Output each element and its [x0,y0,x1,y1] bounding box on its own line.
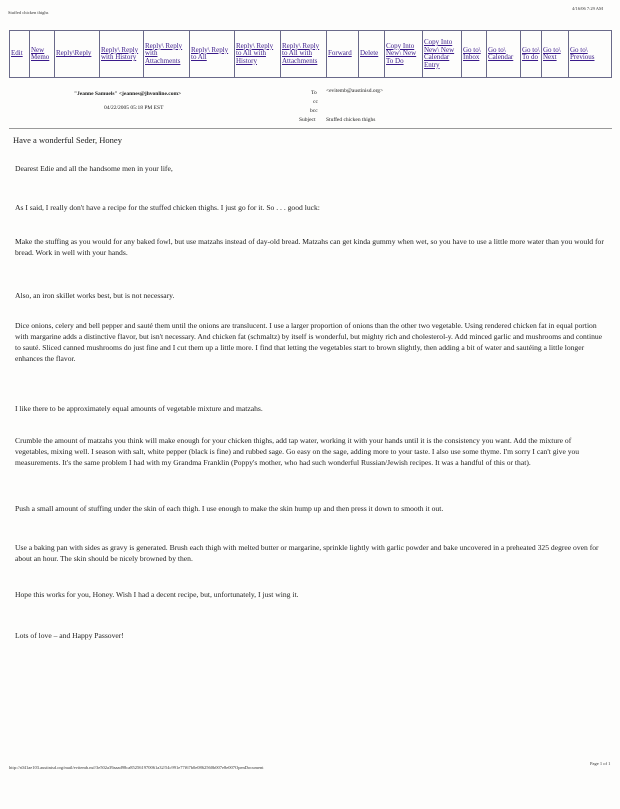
reply-to-all-button[interactable]: Reply\ Reply to All [190,31,235,77]
go-to-next-button[interactable]: Go to\ Next [542,31,569,77]
page-number: Page 1 of 1 [590,761,611,766]
reply-reply-button[interactable]: Reply\Reply [55,31,100,77]
forward-button[interactable]: Forward [327,31,359,77]
reply-all-history-button[interactable]: Reply\ Reply to All with History [235,31,281,77]
subject-value: Stuffed chicken thighs [326,117,376,123]
go-to-inbox-button[interactable]: Go to\ Inbox [462,31,487,77]
greeting: Dearest Edie and all the handsome men in your life, [15,164,173,173]
footer-url: http://s041ae103.austinisd.org/mail/evitemb.nsf/3e502a39aaad98ca852561970061a32/54c991e77f67b0e0862560b007e8e007OpenDocument [9,765,264,770]
action-toolbar [9,30,612,78]
new-memo-button[interactable]: New Memo [30,31,55,77]
sent-date: 04/22/2005 05:18 PM EST [104,105,164,111]
paragraph-skin: Push a small amount of stuffing under the skin of each thigh. I use enough to make the skin hump up and then press it down to smooth it out. [15,504,444,513]
paragraph-vegetables: Dice onions, celery and bell pepper and sauté them until the onions are translucent. I use a larger proportion of onions than the other two vegetable. Using rendered chicken fat in equal portion with margarine adds a distinctive flavor, but isn't necessary. And chicken fat (schmaltz) by itself is wonderful, but mighty rich and cholesterol-y. Add minced garlic and mushrooms and continue to sauté. Sliced canned mushrooms do just fine and I cut them up a little more. I find that letting the vegetables start to brown slightly, then adding a bit of water and sautéing a little longer enhances the flavor. [15,321,603,363]
paragraph-stuffing: Make the stuffing as you would for any baked fowl, but use matzahs instead of day-old bread. Matzahs can get kinda gummy when wet, so you have to use a little more water than you would for bread. Work in well with your hands. [15,237,604,257]
bcc-label: bcc [310,108,318,114]
to-label: To [311,90,317,96]
paragraph-hope: Hope this works for you, Honey. Wish I had a decent recipe, but, unfortunately, I just wing it. [15,590,299,599]
reply-all-attachments-button[interactable]: Reply\ Reply to All with Attachments [281,31,327,77]
go-to-to-do-button[interactable]: Go to\ To do [521,31,542,77]
go-to-calendar-button[interactable]: Go to\ Calendar [487,31,521,77]
paragraph-skillet: Also, an iron skillet works best, but is not necessary. [15,291,175,300]
sign-off: Lots of love – and Happy Passover! [15,631,124,640]
copy-into-calendar-button[interactable]: Copy Into New\ New Calendar Entry [423,31,462,77]
cc-label: cc [313,99,318,105]
subject-label: Subject [299,117,316,123]
edit-button[interactable]: Edit [10,31,30,77]
go-to-previous-button[interactable]: Go to\ Previous [570,45,595,61]
paragraph-baking: Use a baking pan with sides as gravy is generated. Brush each thigh with melted butter or margarine, sprinkle lightly with garlic powder and bake uncovered in a preheated 325 degree oven for about an hour. The skin should be nicely browned by then. [15,543,599,563]
header-divider [9,128,612,129]
email-headline: Have a wonderful Seder, Honey [13,135,122,145]
reply-with-attachments-button[interactable]: Reply\ Reply with Attachments [144,31,190,77]
to-value: <evitemb@austinisd.org> [326,88,384,94]
print-title: Stuffed chicken thighs [8,10,49,15]
print-datetime: 4/16/06 7:29 AM [572,6,604,11]
copy-into-new-to-do-button[interactable]: Copy Into New\ New To Do [385,31,423,77]
sender: "Jeanne Samuels" <jeannes@jhvonline.com> [74,91,182,97]
paragraph-matzahs: Crumble the amount of matzahs you think will make enough for your chicken thighs, add tap water, working it with your hands until it is the consistency you want. Add the mixture of vegetables, mixing well. I season with salt, white pepper (black is fine) and rubbed sage. Go easy on the sage, adding more to your taste. I also use some thyme. I'm sorry I can't give you measurements. It's the same problem I had with my Grandma Franklin (Poppy's mother, who had such wonderful Russian/Jewish recipes. It was a handful of this or that). [15,436,580,467]
reply-with-history-button[interactable]: Reply\ Reply with History [100,31,144,77]
delete-button[interactable]: Delete [359,31,385,77]
paragraph-proportions: I like there to be approximately equal amounts of vegetable mixture and matzahs. [15,404,263,413]
paragraph-intro: As I said, I really don't have a recipe for the stuffed chicken thighs. I just go for it. So . . . good luck: [15,203,320,212]
